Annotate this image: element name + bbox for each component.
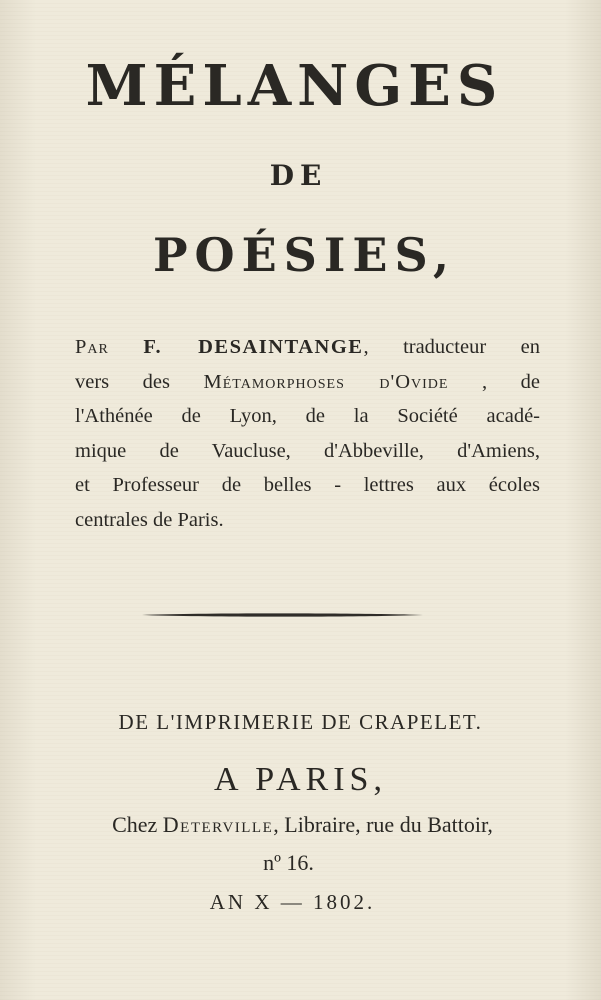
publisher-line: [2, 814, 601, 836]
title-line-poesies: POÉSIES,: [152, 228, 457, 282]
author-line-2-a: vers des: [75, 370, 204, 393]
author-block: [50, 330, 540, 537]
author-prefix: Par: [75, 336, 109, 358]
publisher-name: Deterville: [162, 812, 274, 837]
author-line-2: [50, 365, 540, 400]
date-line: AN X — 1802.: [209, 890, 376, 914]
work-title: Métamorphoses d'Ovide: [203, 370, 449, 393]
publisher-address: , Libraire, rue du Battoir,: [273, 812, 493, 837]
author-line-3: l'Athénée de Lyon, de la Société acadé-: [75, 405, 540, 427]
author-name: F. DESAINTANGE: [143, 336, 364, 358]
author-line-1-rest: , traducteur en: [363, 336, 540, 358]
author-line-5: et Professeur de belles - lettres aux écoles: [75, 474, 540, 496]
printer-line: DE L'IMPRIMERIE DE CRAPELET.: [118, 710, 483, 734]
author-line-4: mique de Vaucluse, d'Abbeville, d'Amiens,: [75, 439, 540, 462]
city-line: A PARIS,: [214, 761, 387, 798]
author-line-2-b: , de: [448, 370, 540, 393]
street-number: nº 16.: [263, 850, 314, 875]
title-line-melanges: MÉLANGES: [85, 53, 504, 119]
author-line-1: [50, 330, 540, 365]
author-line-6: centrales de Paris.: [75, 508, 224, 531]
publisher-prefix: Chez: [112, 812, 163, 837]
title-line-de: DE: [269, 159, 328, 192]
ornamental-rule: [142, 612, 423, 618]
